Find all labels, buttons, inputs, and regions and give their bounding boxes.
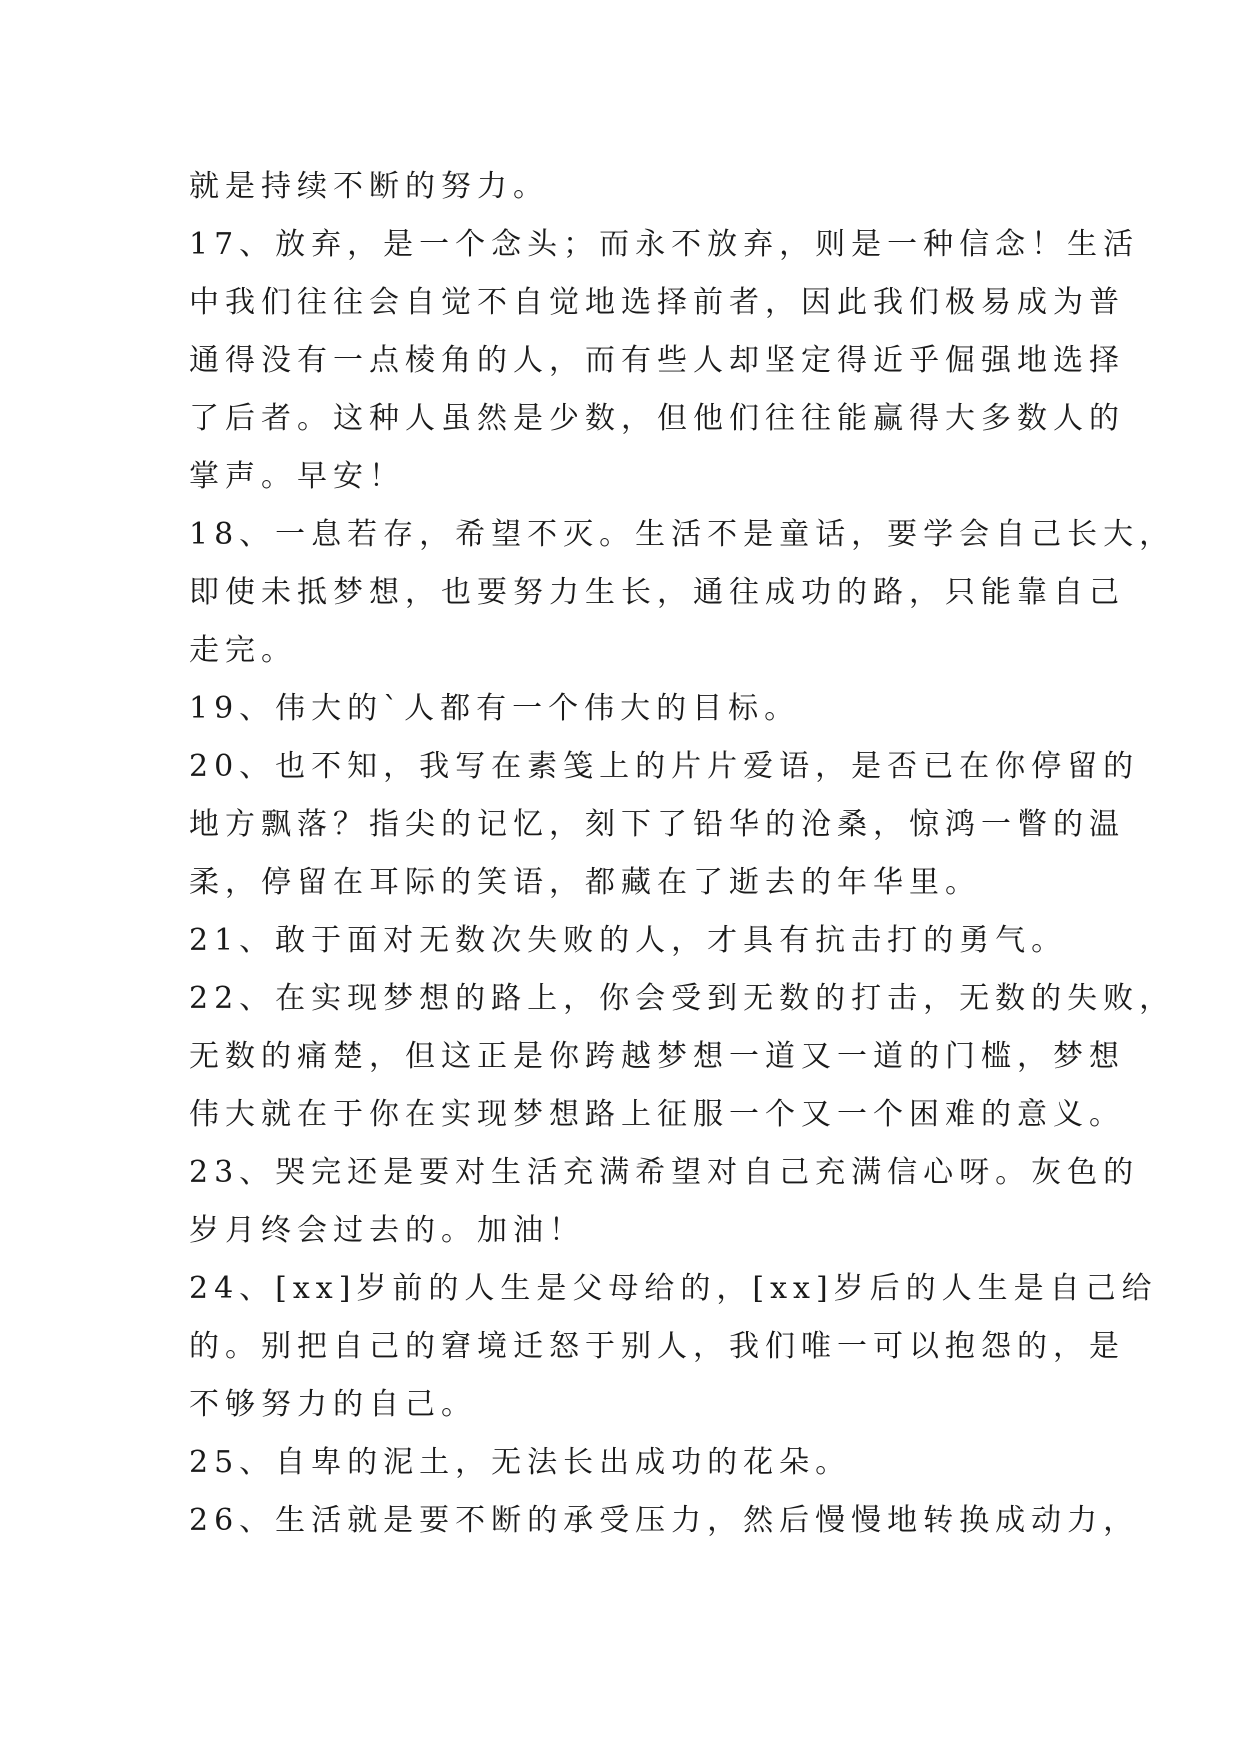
text-line: 地方飘落？指尖的记忆，刻下了铅华的沧桑，惊鸿一瞥的温	[189, 807, 1125, 842]
text-line: 21、敢于面对无数次失败的人，才具有抗击打的勇气。	[189, 923, 1068, 958]
text-line: 22、在实现梦想的路上，你会受到无数的打击，无数的失败，	[189, 981, 1176, 1016]
text-line: 即使未抵梦想，也要努力生长，通往成功的路，只能靠自己	[189, 575, 1125, 610]
text-line: 岁月终会过去的。加油！	[189, 1213, 585, 1248]
text-line: 中我们往往会自觉不自觉地选择前者，因此我们极易成为普	[189, 285, 1125, 320]
text-line: 23、哭完还是要对生活充满希望对自己充满信心呀。灰色的	[189, 1155, 1140, 1190]
text-line: 24、[xx]岁前的人生是父母给的，[xx]岁后的人生是自己给	[189, 1271, 1158, 1306]
body-text	[189, 158, 1176, 1550]
text-line: 了后者。这种人虽然是少数，但他们往往能赢得大多数人的	[189, 401, 1125, 436]
text-line: 的。别把自己的窘境迁怒于别人，我们唯一可以抱怨的，是	[189, 1329, 1125, 1364]
text-line: 就是持续不断的努力。	[189, 169, 549, 204]
text-line: 伟大就在于你在实现梦想路上征服一个又一个困难的意义。	[189, 1097, 1125, 1132]
text-line: 不够努力的自己。	[189, 1387, 477, 1422]
text-line: 26、生活就是要不断的承受压力，然后慢慢地转换成动力，	[189, 1503, 1140, 1538]
text-line: 17、放弃，是一个念头；而永不放弃，则是一种信念！生活	[189, 227, 1140, 262]
text-line: 掌声。早安！	[189, 459, 405, 494]
text-line: 19、伟大的`人都有一个伟大的目标。	[189, 691, 801, 726]
text-line: 通得没有一点棱角的人，而有些人却坚定得近乎倔强地选择	[189, 343, 1125, 378]
text-line: 柔，停留在耳际的笑语，都藏在了逝去的年华里。	[189, 865, 981, 900]
text-line: 无数的痛楚，但这正是你跨越梦想一道又一道的门槛，梦想	[189, 1039, 1125, 1074]
text-line: 25、自卑的泥土，无法长出成功的花朵。	[189, 1445, 852, 1480]
text-line: 走完。	[189, 633, 297, 668]
text-line: 18、一息若存，希望不灭。生活不是童话，要学会自己长大，	[189, 517, 1176, 552]
text-line: 20、也不知，我写在素笺上的片片爱语，是否已在你停留的	[189, 749, 1140, 784]
